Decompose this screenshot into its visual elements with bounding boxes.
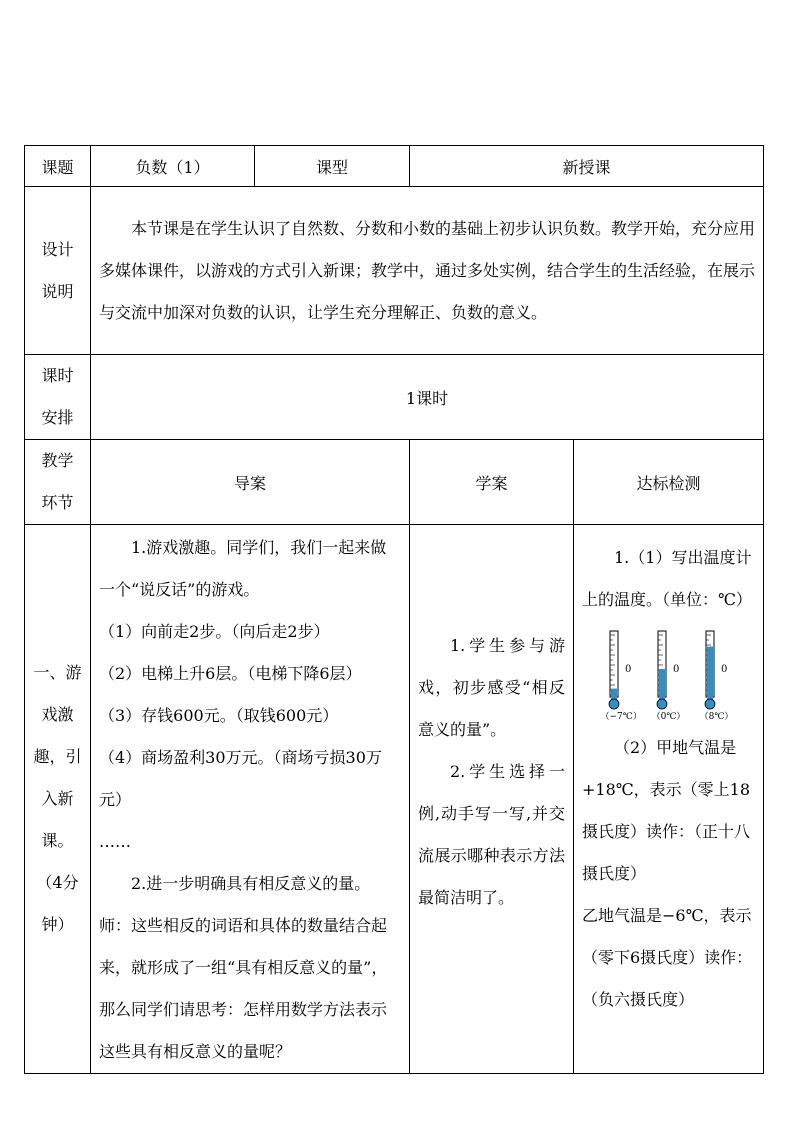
stage1-name	[25, 525, 91, 1074]
schedule-value: 1课时	[91, 355, 764, 440]
stage-header	[25, 440, 91, 525]
stage-header-line1: 教学	[41, 451, 74, 470]
thermometer-mercury	[659, 669, 665, 701]
schedule-label	[25, 355, 91, 440]
thermometer-reading: （−7℃）	[600, 712, 642, 722]
thermometer-zero-label: 0	[720, 664, 727, 675]
stage1-study	[410, 525, 574, 1074]
stage1-name-line: 趣，引	[33, 747, 82, 766]
guide-item: （3）存钱600元。（取钱600元）	[99, 706, 339, 725]
stage1-name-line: 课。	[41, 831, 74, 850]
thermometer-reading: （8℃）	[699, 712, 734, 722]
thermometer-tube	[610, 631, 618, 697]
type-value: 新授课	[410, 146, 764, 187]
thermometer-icon	[697, 627, 737, 711]
design-label-line2: 说明	[41, 281, 74, 301]
stage1-name-line: 戏激	[41, 705, 74, 724]
thermometer-reading: （0℃）	[651, 712, 686, 722]
stage1-name-line: 一、游	[33, 663, 82, 682]
design-label-line1: 设计	[41, 239, 74, 259]
check-q2: （2）甲地气温是+18℃，表示（零上18摄氏度）读作：（正十八摄氏度）	[582, 738, 751, 883]
guide-item: （2）电梯上升6层。（电梯下降6层）	[99, 664, 362, 683]
thermometer	[601, 627, 641, 723]
check-header: 达标检测	[574, 440, 764, 525]
thermometer-icon	[649, 627, 689, 711]
schedule-row	[25, 355, 764, 440]
design-text: 本节课是在学生认识了自然数、分数和小数的基础上初步认识负数。教学开始，充分应用多媒体课件，以游戏的方式引入新课；教学中，通过多处实例，结合学生的生活经验，在展示与交流中加深对负数的认识，让学生充分理解正、负数的意义。	[99, 218, 756, 322]
design-text-cell	[91, 187, 764, 355]
type-label: 课型	[255, 146, 410, 187]
stage1-name-line: （4分	[36, 873, 79, 892]
schedule-label-line1: 课时	[41, 366, 74, 385]
guide-item: 师：这些相反的词语和具体的数量结合起来，就形成了一组“具有相反意义的量”，那么同学们请思考：怎样用数学方法表示这些具有相反意义的量呢？	[99, 916, 388, 1061]
stage1-name-line: 钟）	[41, 915, 74, 934]
lesson-plan-table	[24, 145, 764, 1074]
check-q1: 1.（1）写出温度计上的温度。（单位：℃）	[582, 548, 752, 609]
topic-label: 课题	[25, 146, 91, 187]
thermometer-bulb	[705, 699, 715, 709]
thermometer-icon	[601, 627, 641, 711]
thermometer-group	[582, 627, 755, 723]
thermometer-mercury	[707, 647, 713, 701]
study-item: 1.学生参与游戏，初步感受“相反意义的量”。	[418, 636, 565, 739]
guide-item: （4）商场盈利30万元。（商场亏损30万元）	[99, 748, 382, 809]
stage1-guide	[91, 525, 410, 1074]
guide-item: ……	[99, 832, 131, 851]
column-header-row	[25, 440, 764, 525]
thermometer-zero-label: 0	[672, 664, 679, 675]
study-item: 2.学生选择一例,动手写一写,并交流展示哪种表示方法最简洁明了。	[418, 762, 565, 907]
schedule-label-line2: 安排	[41, 408, 74, 427]
design-row	[25, 187, 764, 355]
stage-header-line2: 环节	[41, 493, 74, 512]
guide-item: （1）向前走2步。（向后走2步）	[99, 622, 330, 641]
thermometer-zero-label: 0	[624, 664, 631, 675]
thermometer-bulb	[657, 699, 667, 709]
thermometer	[697, 627, 737, 723]
check-q3: 乙地气温是−6℃，表示（零下6摄氏度）读作：（负六摄氏度）	[582, 906, 753, 1009]
guide-header: 导案	[91, 440, 410, 525]
header-row	[25, 146, 764, 187]
stage1-name-line: 入新	[41, 789, 74, 808]
thermometer	[649, 627, 689, 723]
stage1-row	[25, 525, 764, 1074]
design-label	[25, 187, 91, 355]
guide-item: 1.游戏激趣。同学们，我们一起来做一个“说反话”的游戏。	[99, 538, 387, 599]
guide-item: 2.进一步明确具有相反意义的量。	[131, 874, 371, 893]
thermometer-bulb	[609, 699, 619, 709]
stage1-check	[574, 525, 764, 1074]
topic-value: 负数（1）	[91, 146, 255, 187]
study-header: 学案	[410, 440, 574, 525]
